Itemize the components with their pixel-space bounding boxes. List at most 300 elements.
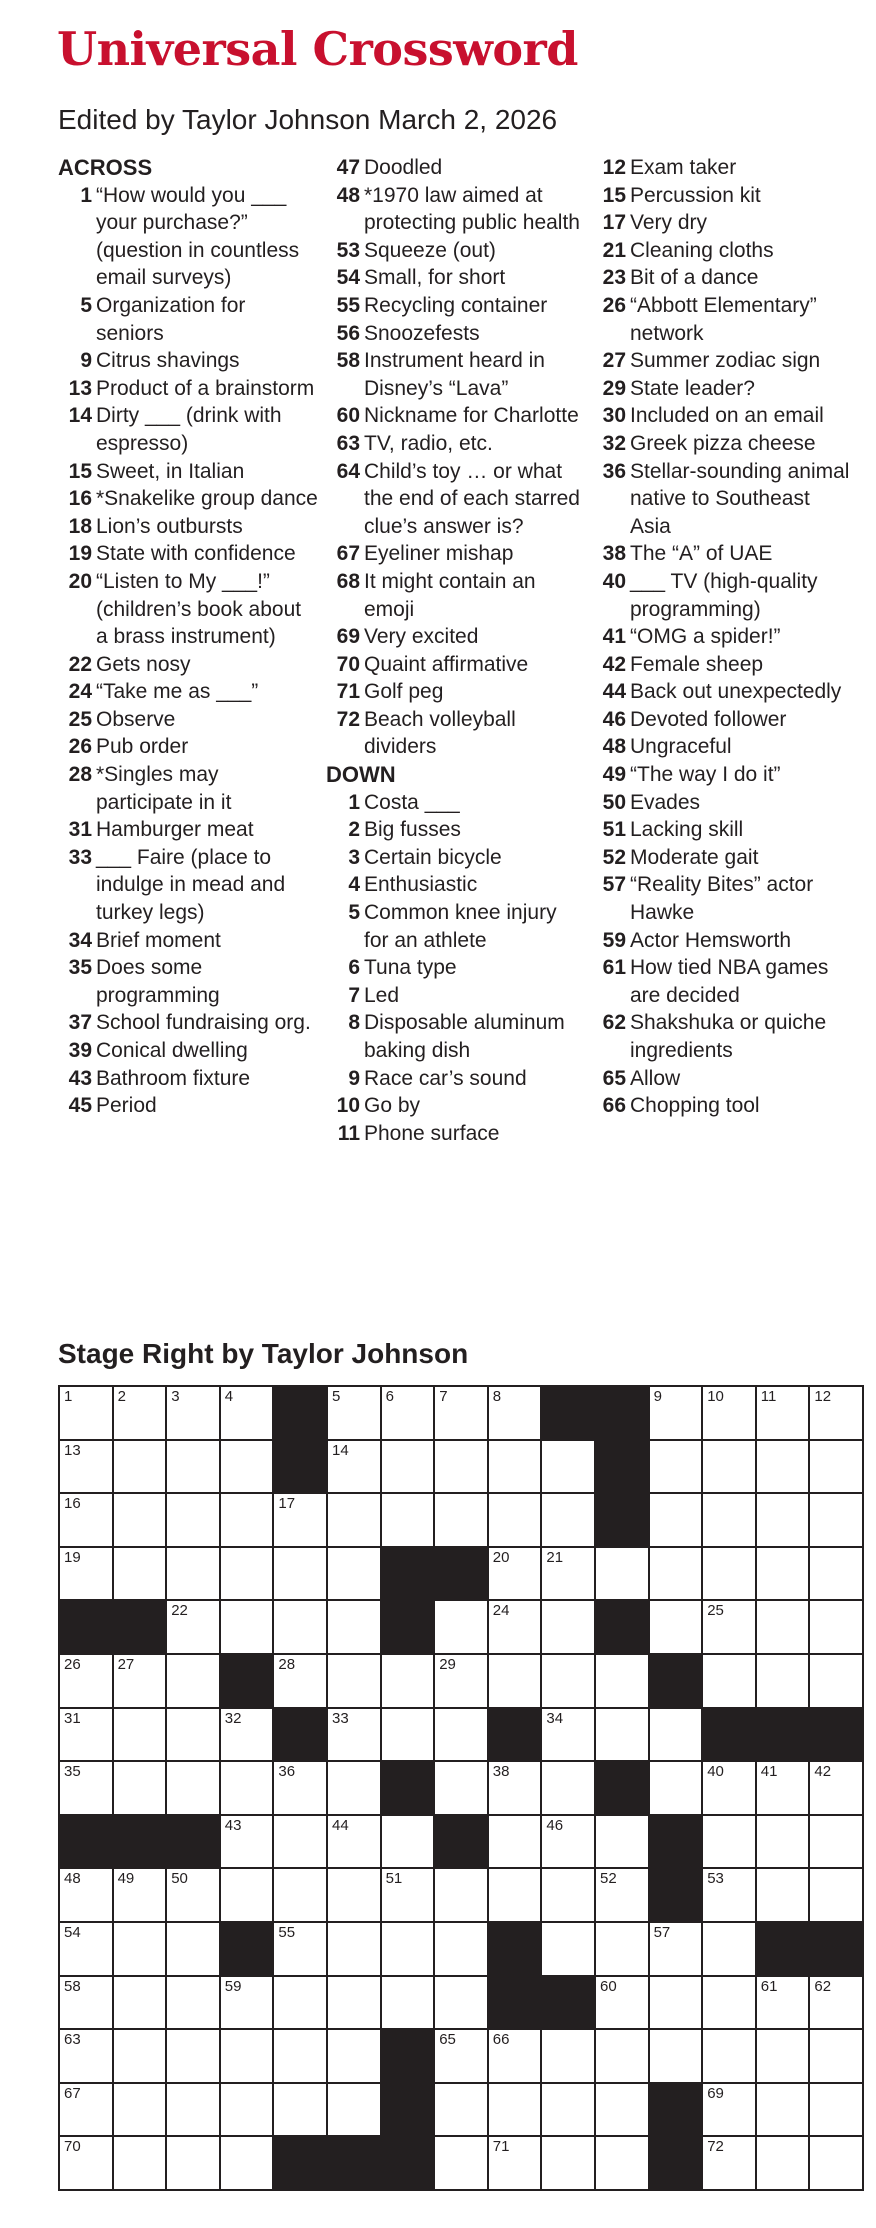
down-clue[interactable] (592, 347, 852, 375)
grid-cell[interactable] (167, 1441, 219, 1493)
grid-cell[interactable] (542, 2030, 594, 2082)
cell-number: 31 (64, 1709, 81, 1727)
grid-cell[interactable] (489, 1655, 541, 1707)
grid-cell[interactable] (435, 1923, 487, 1975)
across-clue[interactable] (326, 347, 586, 402)
across-clue[interactable] (326, 182, 586, 237)
grid-cell[interactable] (435, 2030, 487, 2082)
grid-cell[interactable] (114, 2030, 166, 2082)
clue-number: 43 (68, 1066, 92, 1090)
clue-number: 4 (348, 873, 360, 897)
grid-cell[interactable] (703, 1601, 755, 1653)
grid-cell[interactable] (757, 2137, 809, 2189)
across-clue[interactable] (58, 182, 318, 292)
down-clue[interactable] (592, 264, 852, 292)
cell-number: 25 (707, 1602, 724, 1620)
grid-cell[interactable] (650, 1977, 702, 2029)
down-clue[interactable] (326, 899, 586, 954)
grid-cell[interactable] (274, 1869, 326, 1921)
across-clue[interactable] (326, 237, 586, 265)
grid-cell[interactable] (596, 2084, 648, 2136)
grid-cell[interactable] (757, 1977, 809, 2029)
grid-cell[interactable] (435, 1762, 487, 1814)
down-clue[interactable] (326, 954, 586, 982)
grid-cell[interactable] (489, 1816, 541, 1868)
down-clue[interactable] (326, 1120, 586, 1148)
down-clue[interactable] (592, 154, 852, 182)
grid-cell[interactable] (328, 1548, 380, 1600)
grid-cell[interactable] (167, 1548, 219, 1600)
across-clue[interactable] (58, 568, 318, 651)
grid-cell[interactable] (60, 1762, 112, 1814)
grid-cell[interactable] (274, 2084, 326, 2136)
grid-cell[interactable] (489, 1387, 541, 1439)
grid-cell[interactable] (650, 1762, 702, 1814)
grid-cell[interactable] (167, 1601, 219, 1653)
clue-text: Very dry (630, 211, 708, 235)
grid-cell[interactable] (435, 1977, 487, 2029)
grid-cell[interactable] (435, 1655, 487, 1707)
across-clue[interactable] (326, 292, 586, 320)
grid-cell[interactable] (114, 1441, 166, 1493)
down-clue[interactable] (592, 927, 852, 955)
grid-cell[interactable] (114, 2084, 166, 2136)
grid-cell[interactable] (542, 1601, 594, 1653)
across-clue[interactable] (326, 154, 586, 182)
grid-cell[interactable] (703, 1923, 755, 1975)
down-clue[interactable] (592, 292, 852, 347)
grid-cell[interactable] (60, 1441, 112, 1493)
grid-cell[interactable] (757, 1869, 809, 1921)
grid-cell[interactable] (114, 1762, 166, 1814)
black-square (274, 2137, 326, 2189)
grid-cell[interactable] (382, 1923, 434, 1975)
grid-cell[interactable] (650, 1441, 702, 1493)
clue-column-1 (58, 154, 318, 1120)
across-clue[interactable] (326, 568, 586, 623)
grid-cell[interactable] (435, 1601, 487, 1653)
grid-cell[interactable] (221, 1869, 273, 1921)
grid-cell[interactable] (382, 1441, 434, 1493)
grid-cell[interactable] (489, 2137, 541, 2189)
grid-cell[interactable] (703, 1816, 755, 1868)
grid-cell[interactable] (435, 1441, 487, 1493)
down-clue[interactable] (592, 237, 852, 265)
clue-text: Observe (96, 707, 176, 731)
grid-cell[interactable] (60, 2030, 112, 2082)
grid-cell[interactable] (810, 1869, 862, 1921)
grid-cell[interactable] (435, 2084, 487, 2136)
across-clue[interactable] (58, 402, 318, 457)
grid-cell[interactable] (435, 1709, 487, 1761)
down-clue[interactable] (592, 1092, 852, 1120)
grid-cell[interactable] (650, 1923, 702, 1975)
grid-cell[interactable] (596, 1923, 648, 1975)
down-clue[interactable] (592, 733, 852, 761)
down-clue[interactable] (592, 706, 852, 734)
grid-cell[interactable] (542, 2084, 594, 2136)
clue-number: 10 (336, 1094, 360, 1118)
grid-cell[interactable] (757, 1548, 809, 1600)
grid-cell[interactable] (60, 1923, 112, 1975)
grid-cell[interactable] (757, 1441, 809, 1493)
across-clue[interactable] (326, 320, 586, 348)
clue-text: Squeeze (out) (364, 238, 496, 262)
grid-cell[interactable] (650, 1387, 702, 1439)
down-clue[interactable] (592, 623, 852, 651)
grid-cell[interactable] (274, 1494, 326, 1546)
across-clue[interactable] (58, 733, 318, 761)
down-clue[interactable] (592, 816, 852, 844)
grid-cell[interactable] (810, 1387, 862, 1439)
black-square (221, 1923, 273, 1975)
grid-cell[interactable] (489, 1494, 541, 1546)
grid-cell[interactable] (328, 1869, 380, 1921)
across-clue[interactable] (326, 540, 586, 568)
grid-cell[interactable] (703, 2030, 755, 2082)
across-clue[interactable] (58, 292, 318, 347)
down-clue[interactable] (592, 209, 852, 237)
down-clue[interactable] (326, 982, 586, 1010)
grid-cell[interactable] (167, 1977, 219, 2029)
across-clue[interactable] (58, 1092, 318, 1120)
grid-cell[interactable] (650, 1709, 702, 1761)
grid-cell[interactable] (650, 1601, 702, 1653)
grid-cell[interactable] (328, 1494, 380, 1546)
down-clue[interactable] (326, 1092, 586, 1120)
grid-cell[interactable] (328, 2030, 380, 2082)
grid-cell[interactable] (382, 1387, 434, 1439)
grid-cell[interactable] (328, 1709, 380, 1761)
across-clue[interactable] (58, 954, 318, 1009)
grid-cell[interactable] (274, 1601, 326, 1653)
grid-cell[interactable] (328, 1655, 380, 1707)
grid-cell[interactable] (60, 1869, 112, 1921)
down-clue[interactable] (326, 871, 586, 899)
grid-cell[interactable] (221, 2030, 273, 2082)
grid-cell[interactable] (60, 2137, 112, 2189)
grid-cell[interactable] (114, 1977, 166, 2029)
grid-cell[interactable] (60, 1977, 112, 2029)
grid-cell[interactable] (328, 1816, 380, 1868)
cell-number: 66 (492, 2031, 510, 2049)
across-clue[interactable] (326, 706, 586, 761)
grid-cell[interactable] (167, 1387, 219, 1439)
grid-cell[interactable] (382, 1869, 434, 1921)
grid-cell[interactable] (60, 1494, 112, 1546)
down-clue[interactable] (592, 789, 852, 817)
grid-cell[interactable] (274, 1816, 326, 1868)
grid-cell[interactable] (221, 1494, 273, 1546)
grid-cell[interactable] (167, 2084, 219, 2136)
grid-cell[interactable] (221, 1709, 273, 1761)
grid-cell[interactable] (114, 1869, 166, 1921)
grid-cell[interactable] (114, 1387, 166, 1439)
grid-cell[interactable] (757, 1601, 809, 1653)
black-square (274, 1441, 326, 1493)
grid-cell[interactable] (274, 1762, 326, 1814)
across-clue[interactable] (58, 1065, 318, 1093)
cell-number: 17 (278, 1495, 296, 1513)
grid-cell[interactable] (596, 1655, 648, 1707)
across-clue[interactable] (326, 651, 586, 679)
grid-cell[interactable] (542, 1816, 594, 1868)
grid-cell[interactable] (221, 1601, 273, 1653)
down-clue[interactable] (592, 458, 852, 541)
clue-text: Bathroom fixture (96, 1066, 251, 1090)
grid-cell[interactable] (114, 1923, 166, 1975)
grid-cell[interactable] (435, 1387, 487, 1439)
across-clue[interactable] (58, 485, 318, 513)
grid-cell[interactable] (328, 2084, 380, 2136)
black-square (810, 1923, 862, 1975)
grid-cell[interactable] (757, 1655, 809, 1707)
grid-cell[interactable] (703, 1762, 755, 1814)
across-clue[interactable] (58, 706, 318, 734)
grid-cell[interactable] (542, 1762, 594, 1814)
across-clue[interactable] (58, 375, 318, 403)
across-clue[interactable] (326, 264, 586, 292)
grid-cell[interactable] (167, 2137, 219, 2189)
grid-cell[interactable] (60, 1548, 112, 1600)
grid-cell[interactable] (382, 1494, 434, 1546)
clue-text: Ungraceful (630, 735, 732, 759)
black-square (114, 1816, 166, 1868)
grid-cell[interactable] (60, 1709, 112, 1761)
grid-cell[interactable] (328, 1762, 380, 1814)
clue-text: Nickname for Charlotte (364, 404, 579, 428)
grid-cell[interactable] (114, 1494, 166, 1546)
across-clue[interactable] (58, 513, 318, 541)
down-clue[interactable] (592, 1065, 852, 1093)
down-clue[interactable] (592, 375, 852, 403)
clue-number: 72 (336, 707, 360, 731)
editor-byline: Edited by Taylor Johnson March 2, 2026 (58, 104, 558, 135)
down-clue[interactable] (592, 954, 852, 1009)
grid-cell[interactable] (650, 1494, 702, 1546)
down-clue[interactable] (326, 1009, 586, 1064)
grid-cell[interactable] (435, 1494, 487, 1546)
grid-cell[interactable] (221, 2084, 273, 2136)
down-clue[interactable] (592, 678, 852, 706)
grid-cell[interactable] (703, 1387, 755, 1439)
grid-cell[interactable] (221, 1387, 273, 1439)
grid-cell[interactable] (382, 1709, 434, 1761)
grid-cell[interactable] (114, 1655, 166, 1707)
grid-cell[interactable] (167, 2030, 219, 2082)
grid-cell[interactable] (274, 1548, 326, 1600)
grid-cell[interactable] (114, 2137, 166, 2189)
grid-cell[interactable] (810, 1977, 862, 2029)
across-clue[interactable] (58, 540, 318, 568)
down-clue[interactable] (326, 816, 586, 844)
grid-cell[interactable] (60, 1655, 112, 1707)
across-clue[interactable] (326, 402, 586, 430)
grid-cell[interactable] (328, 1601, 380, 1653)
grid-cell[interactable] (435, 2137, 487, 2189)
grid-cell[interactable] (221, 1548, 273, 1600)
grid-cell[interactable] (221, 1441, 273, 1493)
grid-cell[interactable] (60, 1387, 112, 1439)
grid-cell[interactable] (542, 1494, 594, 1546)
black-square (703, 1709, 755, 1761)
black-square (596, 1494, 648, 1546)
down-clue[interactable] (592, 844, 852, 872)
grid-cell[interactable] (274, 1977, 326, 2029)
across-clue[interactable] (58, 1009, 318, 1037)
grid-cell[interactable] (757, 1387, 809, 1439)
grid-cell[interactable] (810, 1655, 862, 1707)
down-clue[interactable] (592, 651, 852, 679)
grid-cell[interactable] (328, 1923, 380, 1975)
grid-cell[interactable] (810, 1816, 862, 1868)
grid-cell[interactable] (489, 1601, 541, 1653)
grid-cell[interactable] (596, 1709, 648, 1761)
grid-cell[interactable] (114, 1709, 166, 1761)
grid-cell[interactable] (703, 2084, 755, 2136)
across-clue[interactable] (58, 347, 318, 375)
across-clue[interactable] (58, 927, 318, 955)
grid-cell[interactable] (60, 2084, 112, 2136)
clue-text: Tuna type (364, 956, 457, 980)
grid-cell[interactable] (542, 1655, 594, 1707)
grid-cell[interactable] (757, 2084, 809, 2136)
grid-cell[interactable] (542, 1441, 594, 1493)
grid-cell[interactable] (167, 1494, 219, 1546)
grid-cell[interactable] (489, 1762, 541, 1814)
grid-cell[interactable] (489, 2084, 541, 2136)
grid-cell[interactable] (810, 1601, 862, 1653)
down-clue[interactable] (326, 789, 586, 817)
grid-cell[interactable] (328, 1387, 380, 1439)
grid-cell[interactable] (757, 2030, 809, 2082)
grid-cell[interactable] (810, 1762, 862, 1814)
down-clue[interactable] (592, 871, 852, 926)
clue-number: 12 (602, 156, 626, 179)
grid-cell[interactable] (810, 1548, 862, 1600)
black-square (810, 1709, 862, 1761)
clue-text: Shakshuka or quiche ingredients (630, 1011, 827, 1062)
grid-cell[interactable] (221, 1977, 273, 2029)
across-clue[interactable] (58, 844, 318, 927)
across-clue[interactable] (326, 458, 586, 541)
grid-cell[interactable] (274, 1655, 326, 1707)
grid-cell[interactable] (489, 1548, 541, 1600)
across-clue[interactable] (58, 651, 318, 679)
down-clue[interactable] (592, 568, 852, 623)
clue-text: ___ Faire (place to indulge in mead and turkey legs) (96, 845, 286, 925)
grid-cell[interactable] (167, 1709, 219, 1761)
grid-cell[interactable] (274, 1923, 326, 1975)
grid-cell[interactable] (596, 1869, 648, 1921)
grid-cell[interactable] (757, 1762, 809, 1814)
clue-number: 69 (336, 625, 360, 649)
down-clue[interactable] (326, 844, 586, 872)
grid-cell[interactable] (810, 1494, 862, 1546)
across-clue[interactable] (58, 458, 318, 486)
down-clue[interactable] (592, 761, 852, 789)
across-clue[interactable] (58, 816, 318, 844)
grid-cell[interactable] (221, 2137, 273, 2189)
grid-cell[interactable] (274, 2030, 326, 2082)
grid-cell[interactable] (167, 1923, 219, 1975)
grid-cell[interactable] (221, 1816, 273, 1868)
grid-cell[interactable] (489, 1869, 541, 1921)
clue-text: “The way I do it” (630, 763, 781, 787)
grid-cell[interactable] (810, 2084, 862, 2136)
grid-cell[interactable] (810, 2030, 862, 2082)
grid-cell[interactable] (328, 1441, 380, 1493)
down-clue[interactable] (592, 1009, 852, 1064)
grid-cell[interactable] (703, 1441, 755, 1493)
clue-text: *Snakelike group dance (96, 487, 318, 511)
grid-cell[interactable] (650, 2030, 702, 2082)
grid-cell[interactable] (489, 2030, 541, 2082)
down-clue[interactable] (592, 540, 852, 568)
grid-cell[interactable] (542, 1869, 594, 1921)
grid-cell[interactable] (703, 1494, 755, 1546)
down-clue[interactable] (592, 402, 852, 430)
grid-cell[interactable] (489, 1441, 541, 1493)
grid-cell[interactable] (810, 2137, 862, 2189)
clue-number: 61 (602, 956, 626, 980)
grid-cell[interactable] (703, 1548, 755, 1600)
grid-cell[interactable] (167, 1869, 219, 1921)
grid-cell[interactable] (328, 1977, 380, 2029)
grid-cell[interactable] (167, 1655, 219, 1707)
grid-cell[interactable] (596, 1816, 648, 1868)
grid-cell[interactable] (810, 1441, 862, 1493)
down-clue[interactable] (592, 182, 852, 210)
grid-cell[interactable] (542, 1548, 594, 1600)
across-clue[interactable] (326, 430, 586, 458)
black-square (382, 2137, 434, 2189)
grid-cell[interactable] (542, 1709, 594, 1761)
grid-cell[interactable] (757, 1494, 809, 1546)
grid-cell[interactable] (542, 1923, 594, 1975)
clue-text: Very excited (364, 625, 479, 649)
grid-cell[interactable] (114, 1548, 166, 1600)
grid-cell[interactable] (596, 1548, 648, 1600)
grid-cell[interactable] (435, 1869, 487, 1921)
cell-number: 50 (171, 1870, 188, 1888)
grid-cell[interactable] (703, 1869, 755, 1921)
grid-cell[interactable] (167, 1762, 219, 1814)
grid-cell[interactable] (382, 1816, 434, 1868)
across-clue[interactable] (326, 623, 586, 651)
clue-number: 58 (336, 349, 360, 373)
down-clue[interactable] (592, 430, 852, 458)
grid-cell[interactable] (703, 1977, 755, 2029)
grid-cell[interactable] (757, 1816, 809, 1868)
grid-cell[interactable] (596, 1977, 648, 2029)
across-clue[interactable] (326, 678, 586, 706)
grid-cell[interactable] (382, 1977, 434, 2029)
grid-cell[interactable] (703, 2137, 755, 2189)
grid-cell[interactable] (596, 2137, 648, 2189)
across-clue[interactable] (58, 1037, 318, 1065)
grid-cell[interactable] (542, 2137, 594, 2189)
across-clue[interactable] (58, 678, 318, 706)
grid-cell[interactable] (650, 1548, 702, 1600)
cell-number: 62 (814, 1977, 832, 1995)
grid-cell[interactable] (221, 1762, 273, 1814)
grid-cell[interactable] (382, 1655, 434, 1707)
grid-cell[interactable] (596, 2030, 648, 2082)
across-clue[interactable] (58, 761, 318, 816)
down-clue[interactable] (326, 1065, 586, 1093)
grid-cell[interactable] (703, 1655, 755, 1707)
